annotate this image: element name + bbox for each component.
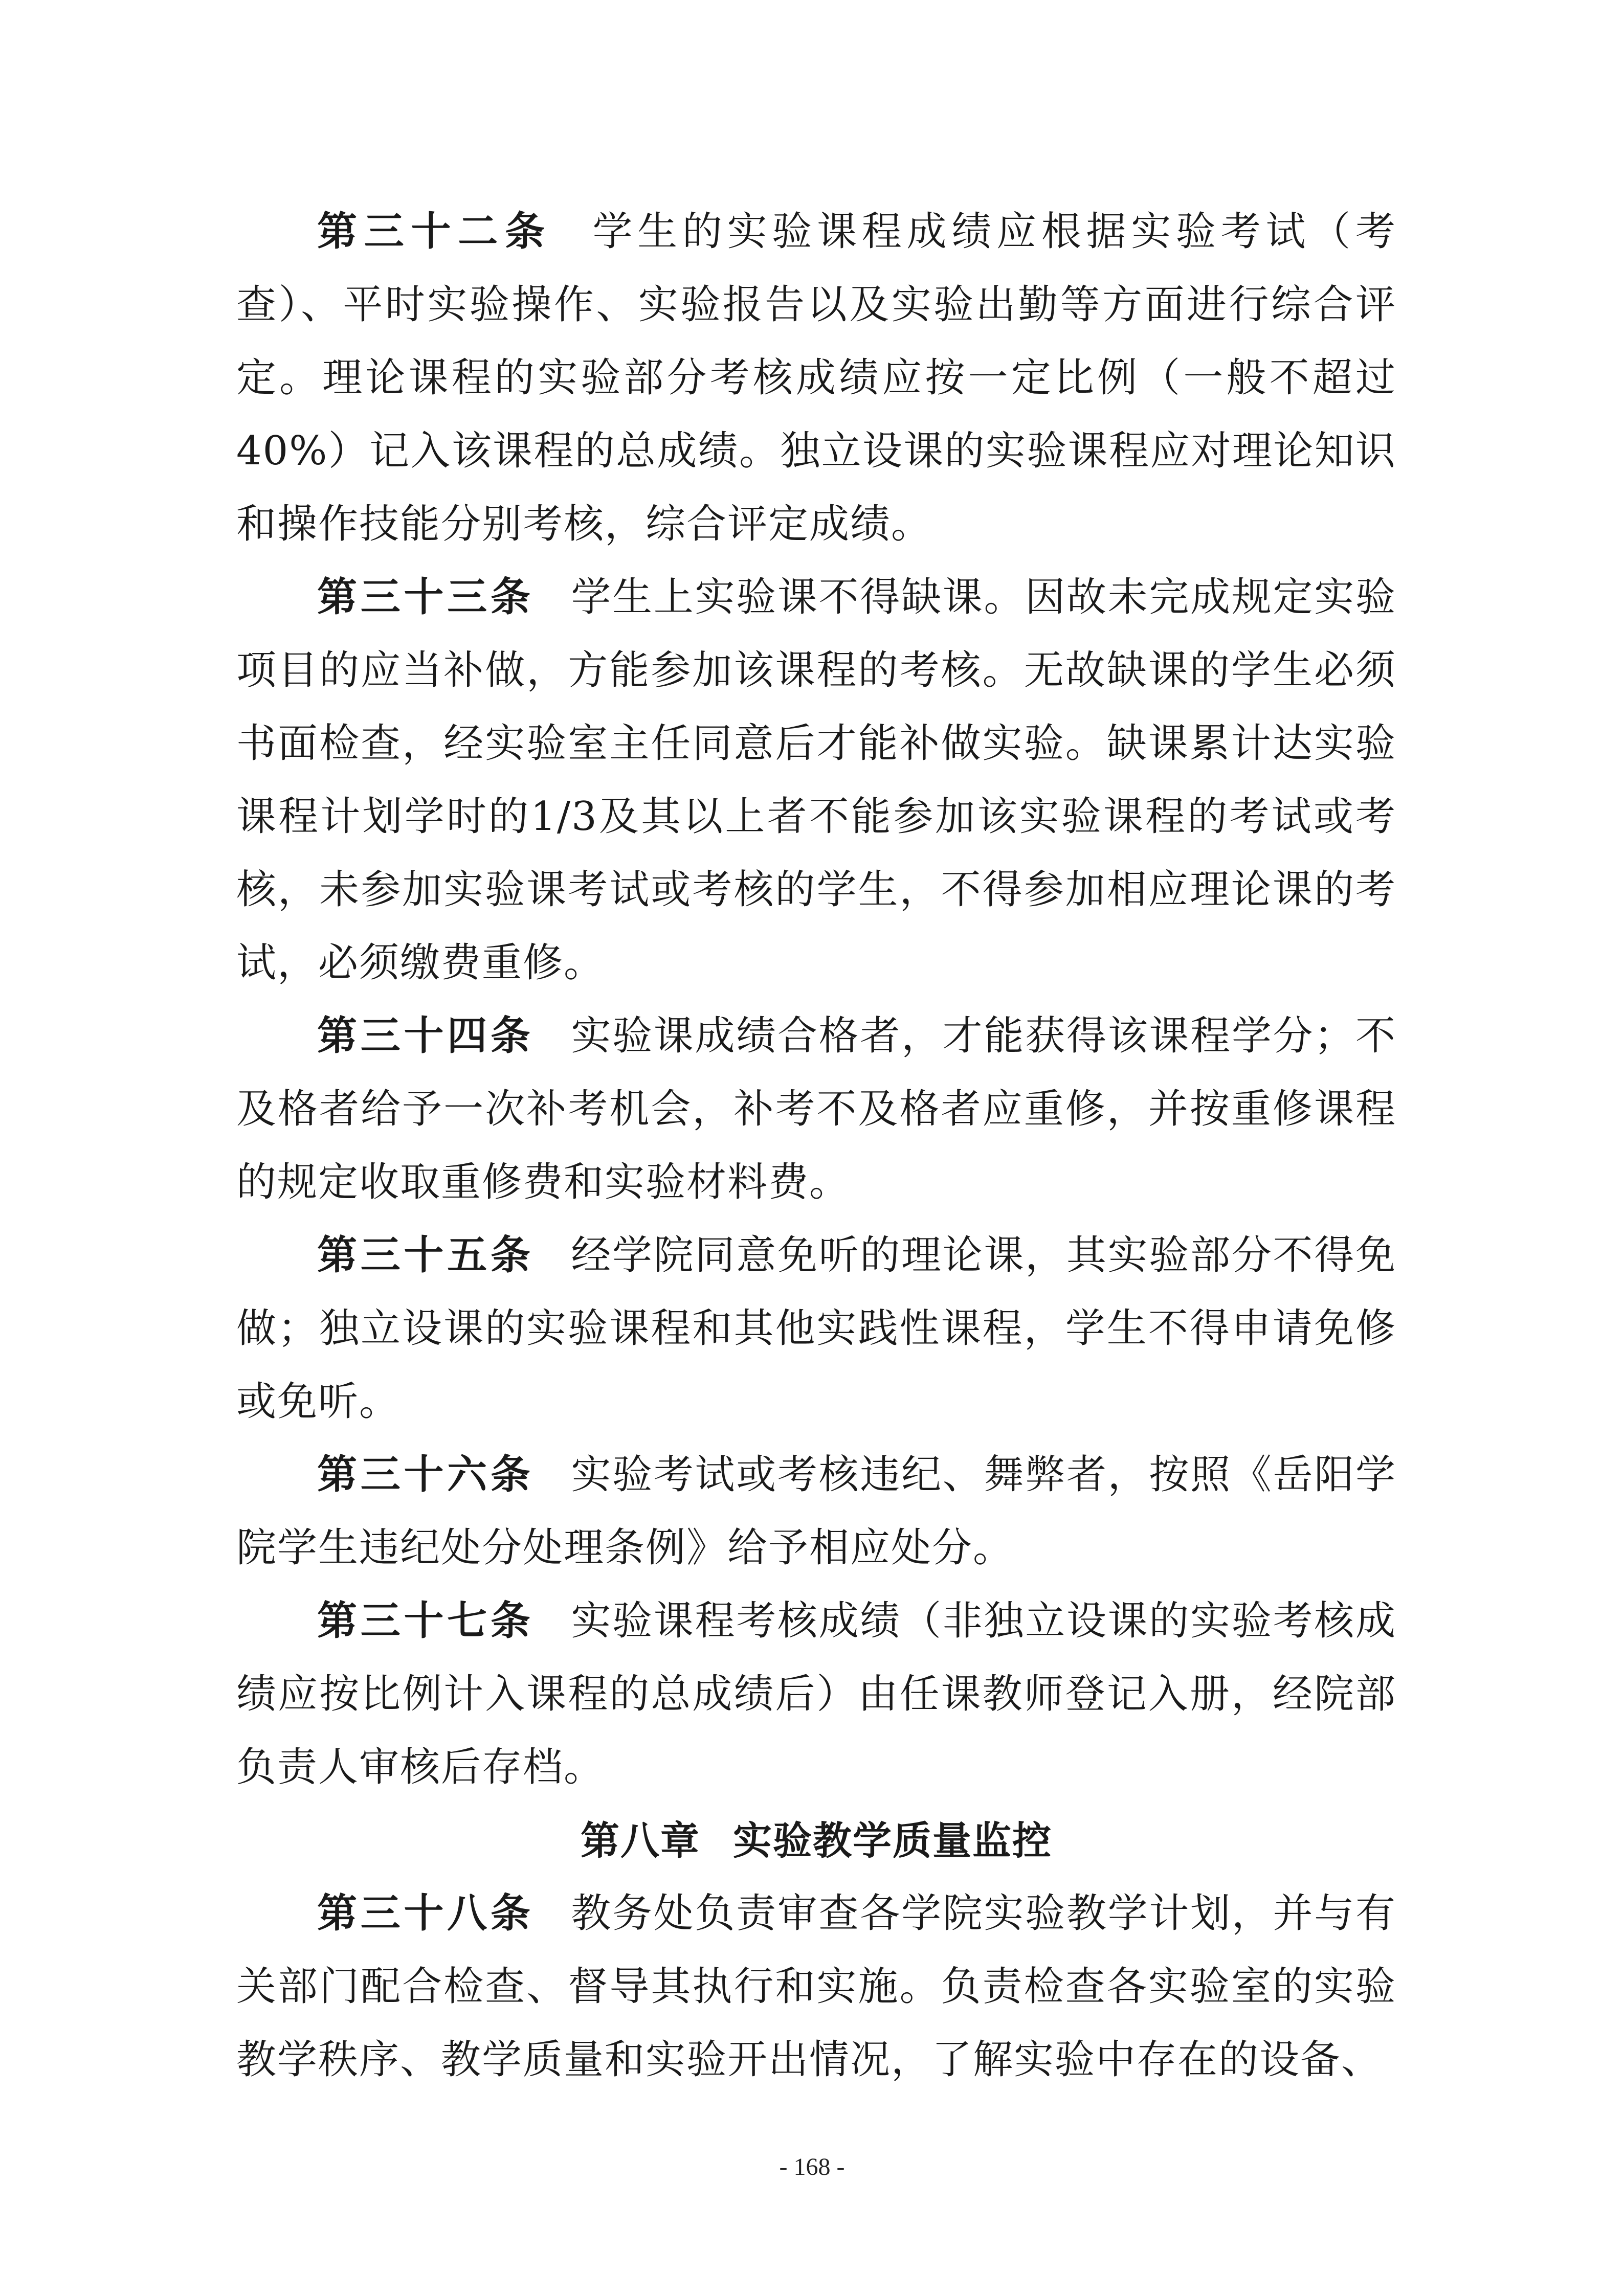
article-text: 教务处负责审查各学院实验教学计划，并与有关部门配合检查、督导其执行和实施。负责检查各实验室的实验教学秩序、教学质量和实验开出情况，了解实验中存在的设备、	[236, 1890, 1396, 2083]
article-label: 第三十三条	[317, 574, 534, 620]
chapter-heading	[236, 1804, 1396, 1877]
article-text: 实验课成绩合格者，才能获得该课程学分；不及格者给予一次补考机会，补考不及格者应重修，并按重修课程的规定收取重修费和实验材料费。	[236, 1013, 1396, 1205]
article-35	[236, 1219, 1396, 1438]
article-label: 第三十四条	[317, 1013, 534, 1059]
page-number: - 168 -	[779, 2153, 845, 2180]
article-label: 第三十五条	[317, 1232, 534, 1278]
chapter-number: 第八章	[581, 1818, 700, 1863]
article-text: 学生的实验课程成绩应根据实验考试（考查）、平时实验操作、实验报告以及实验出勤等方面进行综合评定。理论课程的实验部分考核成绩应按一定比例（一般不超过40%）记入该课程的总成绩。独立设课的实验课程应对理论知识和操作技能分别考核，综合评定成绩。	[236, 209, 1396, 547]
article-36	[236, 1438, 1396, 1585]
article-label: 第三十六条	[317, 1452, 534, 1498]
article-37	[236, 1585, 1396, 1804]
article-text: 学生上实验课不得缺课。因故未完成规定实验项目的应当补做，方能参加该课程的考核。无故缺课的学生必须书面检查，经实验室主任同意后才能补做实验。缺课累计达实验课程计划学时的1/3及其以上者不能参加该实验课程的考试或考核，未参加实验课考试或考核的学生，不得参加相应理论课的考试，必须缴费重修。	[236, 574, 1396, 986]
article-label: 第三十七条	[317, 1598, 534, 1644]
article-label: 第三十八条	[317, 1890, 534, 1937]
chapter-title: 实验教学质量监控	[733, 1818, 1052, 1863]
article-text: 实验考试或考核违纪、舞弊者，按照《岳阳学院学生违纪处分处理条例》给予相应处分。	[236, 1452, 1396, 1571]
document-body	[236, 195, 1396, 2097]
article-text: 经学院同意免听的理论课，其实验部分不得免做；独立设课的实验课程和其他实践性课程，学生不得申请免修或免听。	[236, 1232, 1396, 1425]
article-33	[236, 561, 1396, 1000]
article-32	[236, 195, 1396, 561]
article-34	[236, 1000, 1396, 1219]
article-text: 实验课程考核成绩（非独立设课的实验考核成绩应按比例计入课程的总成绩后）由任课教师登记入册，经院部负责人审核后存档。	[236, 1598, 1396, 1790]
article-label: 第三十二条	[317, 209, 552, 255]
article-38	[236, 1877, 1396, 2097]
